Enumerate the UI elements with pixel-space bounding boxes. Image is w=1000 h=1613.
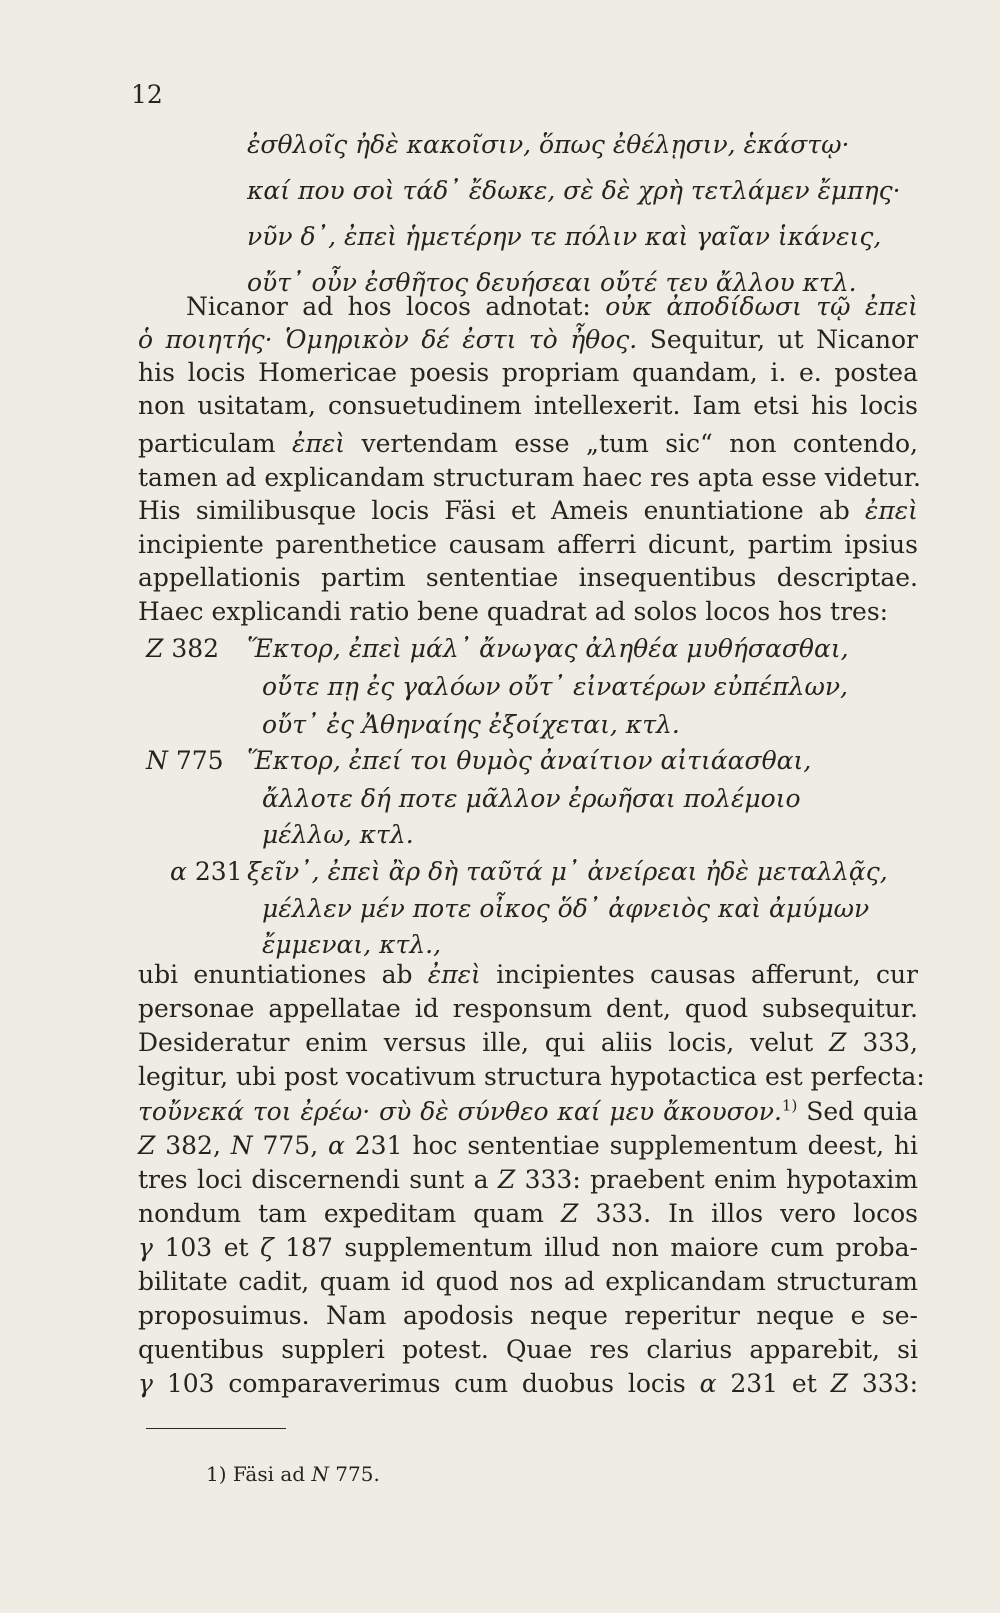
verse-line: ἐσθλοῖς ἠδὲ κακοῖσιν, ὅπως ἐθέλῃσιν, ἑκάστῳ· xyxy=(247,130,850,159)
text-line xyxy=(138,1231,918,1265)
ref-letter: N xyxy=(311,1462,329,1486)
text-line: bilitate cadit, quam id quod nos ad explicandam structuram xyxy=(138,1267,918,1296)
footnote-mark: 1) xyxy=(206,1462,227,1486)
footnote-marker: 1) xyxy=(781,1096,798,1115)
text-line: quentibus suppleri potest. Quae res clarius apparebit, si xyxy=(138,1335,918,1364)
text-line: Haec explicandi ratio bene quadrat ad solos locos hos tres: xyxy=(138,597,889,626)
text-span: 103 et xyxy=(164,1233,249,1262)
text-line: proposuimus. Nam apodosis neque reperitur neque e se- xyxy=(138,1301,918,1330)
text-span: His similibusque locis Fäsi et Ameis enuntiatione ab xyxy=(138,496,850,525)
text-span: 775, xyxy=(262,1131,319,1160)
verse-line: μέλλεν μέν ποτε οἶκος ὅδ᾽ ἀφνειὸς καὶ ἀμύμων xyxy=(262,894,870,923)
text-span: tres loci discernendi sunt a xyxy=(138,1165,489,1194)
ref-letter: α xyxy=(699,1369,717,1398)
ref-letter: Z xyxy=(830,1369,848,1398)
text-span: ubi enuntiationes ab xyxy=(138,960,413,989)
verse-line: ἔμμεναι, κτλ., xyxy=(262,930,442,959)
greek-span: ἐπεὶ xyxy=(864,496,918,525)
text-line xyxy=(138,1129,918,1163)
greek-span: οὐκ ἀποδίδωσι τῷ ἐπεὶ xyxy=(605,292,918,321)
verse-line: ἄλλοτε δή ποτε μᾶλλον ἐρωῆσαι πολέμοιο xyxy=(262,784,801,813)
verse-line: καί που σοὶ τάδ᾽ ἔδωκε, σὲ δὲ χρὴ τετλάμεν ἔμπης· xyxy=(247,176,901,205)
text-line xyxy=(138,494,918,528)
footnote-text: 775. xyxy=(335,1462,380,1486)
greek-span: τοὔνεκά τοι ἐρέω· σὺ δὲ σύνθεο καί μευ ἄκουσον. xyxy=(138,1097,782,1126)
greek-span: ἐπεὶ xyxy=(427,960,481,989)
ref-number: 382 xyxy=(171,634,220,663)
verse-line: Ἕκτορ, ἐπεί τοι θυμὸς ἀναίτιον αἰτιάασθαι, xyxy=(247,746,812,775)
text-span: 231 et xyxy=(730,1369,817,1398)
ref-letter: Z xyxy=(146,634,164,663)
text-span: 333: xyxy=(861,1369,918,1398)
verse-line: οὔτ᾽ οὖν ἐσθῆτος δευήσεαι οὔτέ τευ ἄλλου κτλ. xyxy=(247,268,857,297)
ref-letter: N xyxy=(230,1131,253,1160)
ref-number: 231 xyxy=(194,857,243,886)
footnote-divider xyxy=(146,1428,286,1429)
text-span: Sed quia xyxy=(806,1097,918,1126)
ref-letter: γ xyxy=(138,1233,153,1262)
text-span: Desideratur enim versus ille, qui aliis locis, velut xyxy=(138,1028,814,1057)
text-line: appellationis partim sententiae insequentibus descriptae. xyxy=(138,563,918,592)
verse-line: οὔτ᾽ ἐς Ἀθηναίης ἐξοίχεται, κτλ. xyxy=(262,710,680,739)
ref-number: 775 xyxy=(175,746,224,775)
text-span: 103 comparaverimus cum duobus locis xyxy=(166,1369,686,1398)
page-number: 12 xyxy=(131,80,163,109)
verse-line: ξεῖν᾽, ἐπεὶ ἂρ δὴ ταῦτά μ᾽ ἀνείρεαι ἠδὲ μεταλλᾷς, xyxy=(247,857,888,886)
ref-letter: ζ xyxy=(260,1233,274,1262)
text-span: vertendam esse „tum sic“ non contendo, xyxy=(361,429,918,458)
ref-letter: γ xyxy=(138,1369,153,1398)
text-span: 333, xyxy=(862,1028,918,1057)
ref-letter: α xyxy=(170,857,187,886)
text-line: personae appellatae id responsum dent, quod subsequitur. xyxy=(138,994,918,1023)
verse-line: οὔτε πῃ ἐς γαλόων οὔτ᾽ εἰνατέρων εὐπέπλων, xyxy=(262,672,848,701)
ref-letter: Z xyxy=(829,1028,847,1057)
text-line xyxy=(138,958,918,992)
ref-letter: Z xyxy=(497,1165,516,1194)
verse-line: Ἕκτορ, ἐπεὶ μάλ᾽ ἄνωγας ἀληθέα μυθήσασθαι, xyxy=(247,634,849,663)
verse-reference xyxy=(170,855,243,889)
text-span: nondum tam expeditam quam xyxy=(138,1199,544,1228)
text-line: incipiente parenthetice causam afferri dicunt, partim ipsius xyxy=(138,530,918,559)
text-line xyxy=(186,290,918,324)
text-line xyxy=(138,1095,918,1129)
verse-line: νῦν δ᾽, ἐπεὶ ἡμετέρην τε πόλιν καὶ γαῖαν ἱκάνεις, xyxy=(247,222,882,251)
text-line xyxy=(138,1367,918,1401)
ref-letter: Z xyxy=(138,1131,156,1160)
greek-span: ὁ ποιητής· Ὁμηρικὸν δέ ἐστι τὸ ἦθος. xyxy=(138,325,638,354)
text-span: particulam xyxy=(138,429,276,458)
text-span: 382, xyxy=(165,1131,221,1160)
text-span: 187 supplementum illud non maiore cum proba- xyxy=(285,1233,919,1262)
text-line xyxy=(138,1163,918,1197)
footnote-text: Fäsi ad xyxy=(232,1462,306,1486)
text-line xyxy=(138,323,918,357)
verse-reference xyxy=(146,632,219,666)
text-line: non usitatam, consuetudinem intellexerit. Iam etsi his locis xyxy=(138,391,918,420)
text-line: tamen ad explicandam structuram haec res apta esse videtur. xyxy=(138,463,921,492)
text-line xyxy=(138,427,918,461)
text-span: 231 hoc sententiae supplementum deest, hi xyxy=(354,1131,919,1160)
text-span: 333: praebent enim hypotaxim xyxy=(524,1165,918,1194)
footnote xyxy=(206,1460,380,1488)
ref-letter: α xyxy=(328,1131,345,1160)
verse-line: μέλλω, κτλ. xyxy=(262,820,414,849)
greek-span: ἐπεὶ xyxy=(292,429,346,458)
text-line xyxy=(138,1197,918,1231)
text-line xyxy=(138,1026,918,1060)
text-line: his locis Homericae poesis propriam quandam, i. e. postea xyxy=(138,358,918,387)
verse-reference xyxy=(146,744,224,778)
text-span: 333. In illos vero locos xyxy=(595,1199,918,1228)
text-span: incipientes causas afferunt, cur xyxy=(496,960,918,989)
ref-letter: N xyxy=(146,746,168,775)
text-span: Sequitur, ut Nicanor xyxy=(649,325,918,354)
ref-letter: Z xyxy=(561,1199,579,1228)
text-line: legitur, ubi post vocativum structura hypotactica est perfecta: xyxy=(138,1062,925,1091)
text-span: Nicanor ad hos locos adnotat: xyxy=(186,292,591,321)
